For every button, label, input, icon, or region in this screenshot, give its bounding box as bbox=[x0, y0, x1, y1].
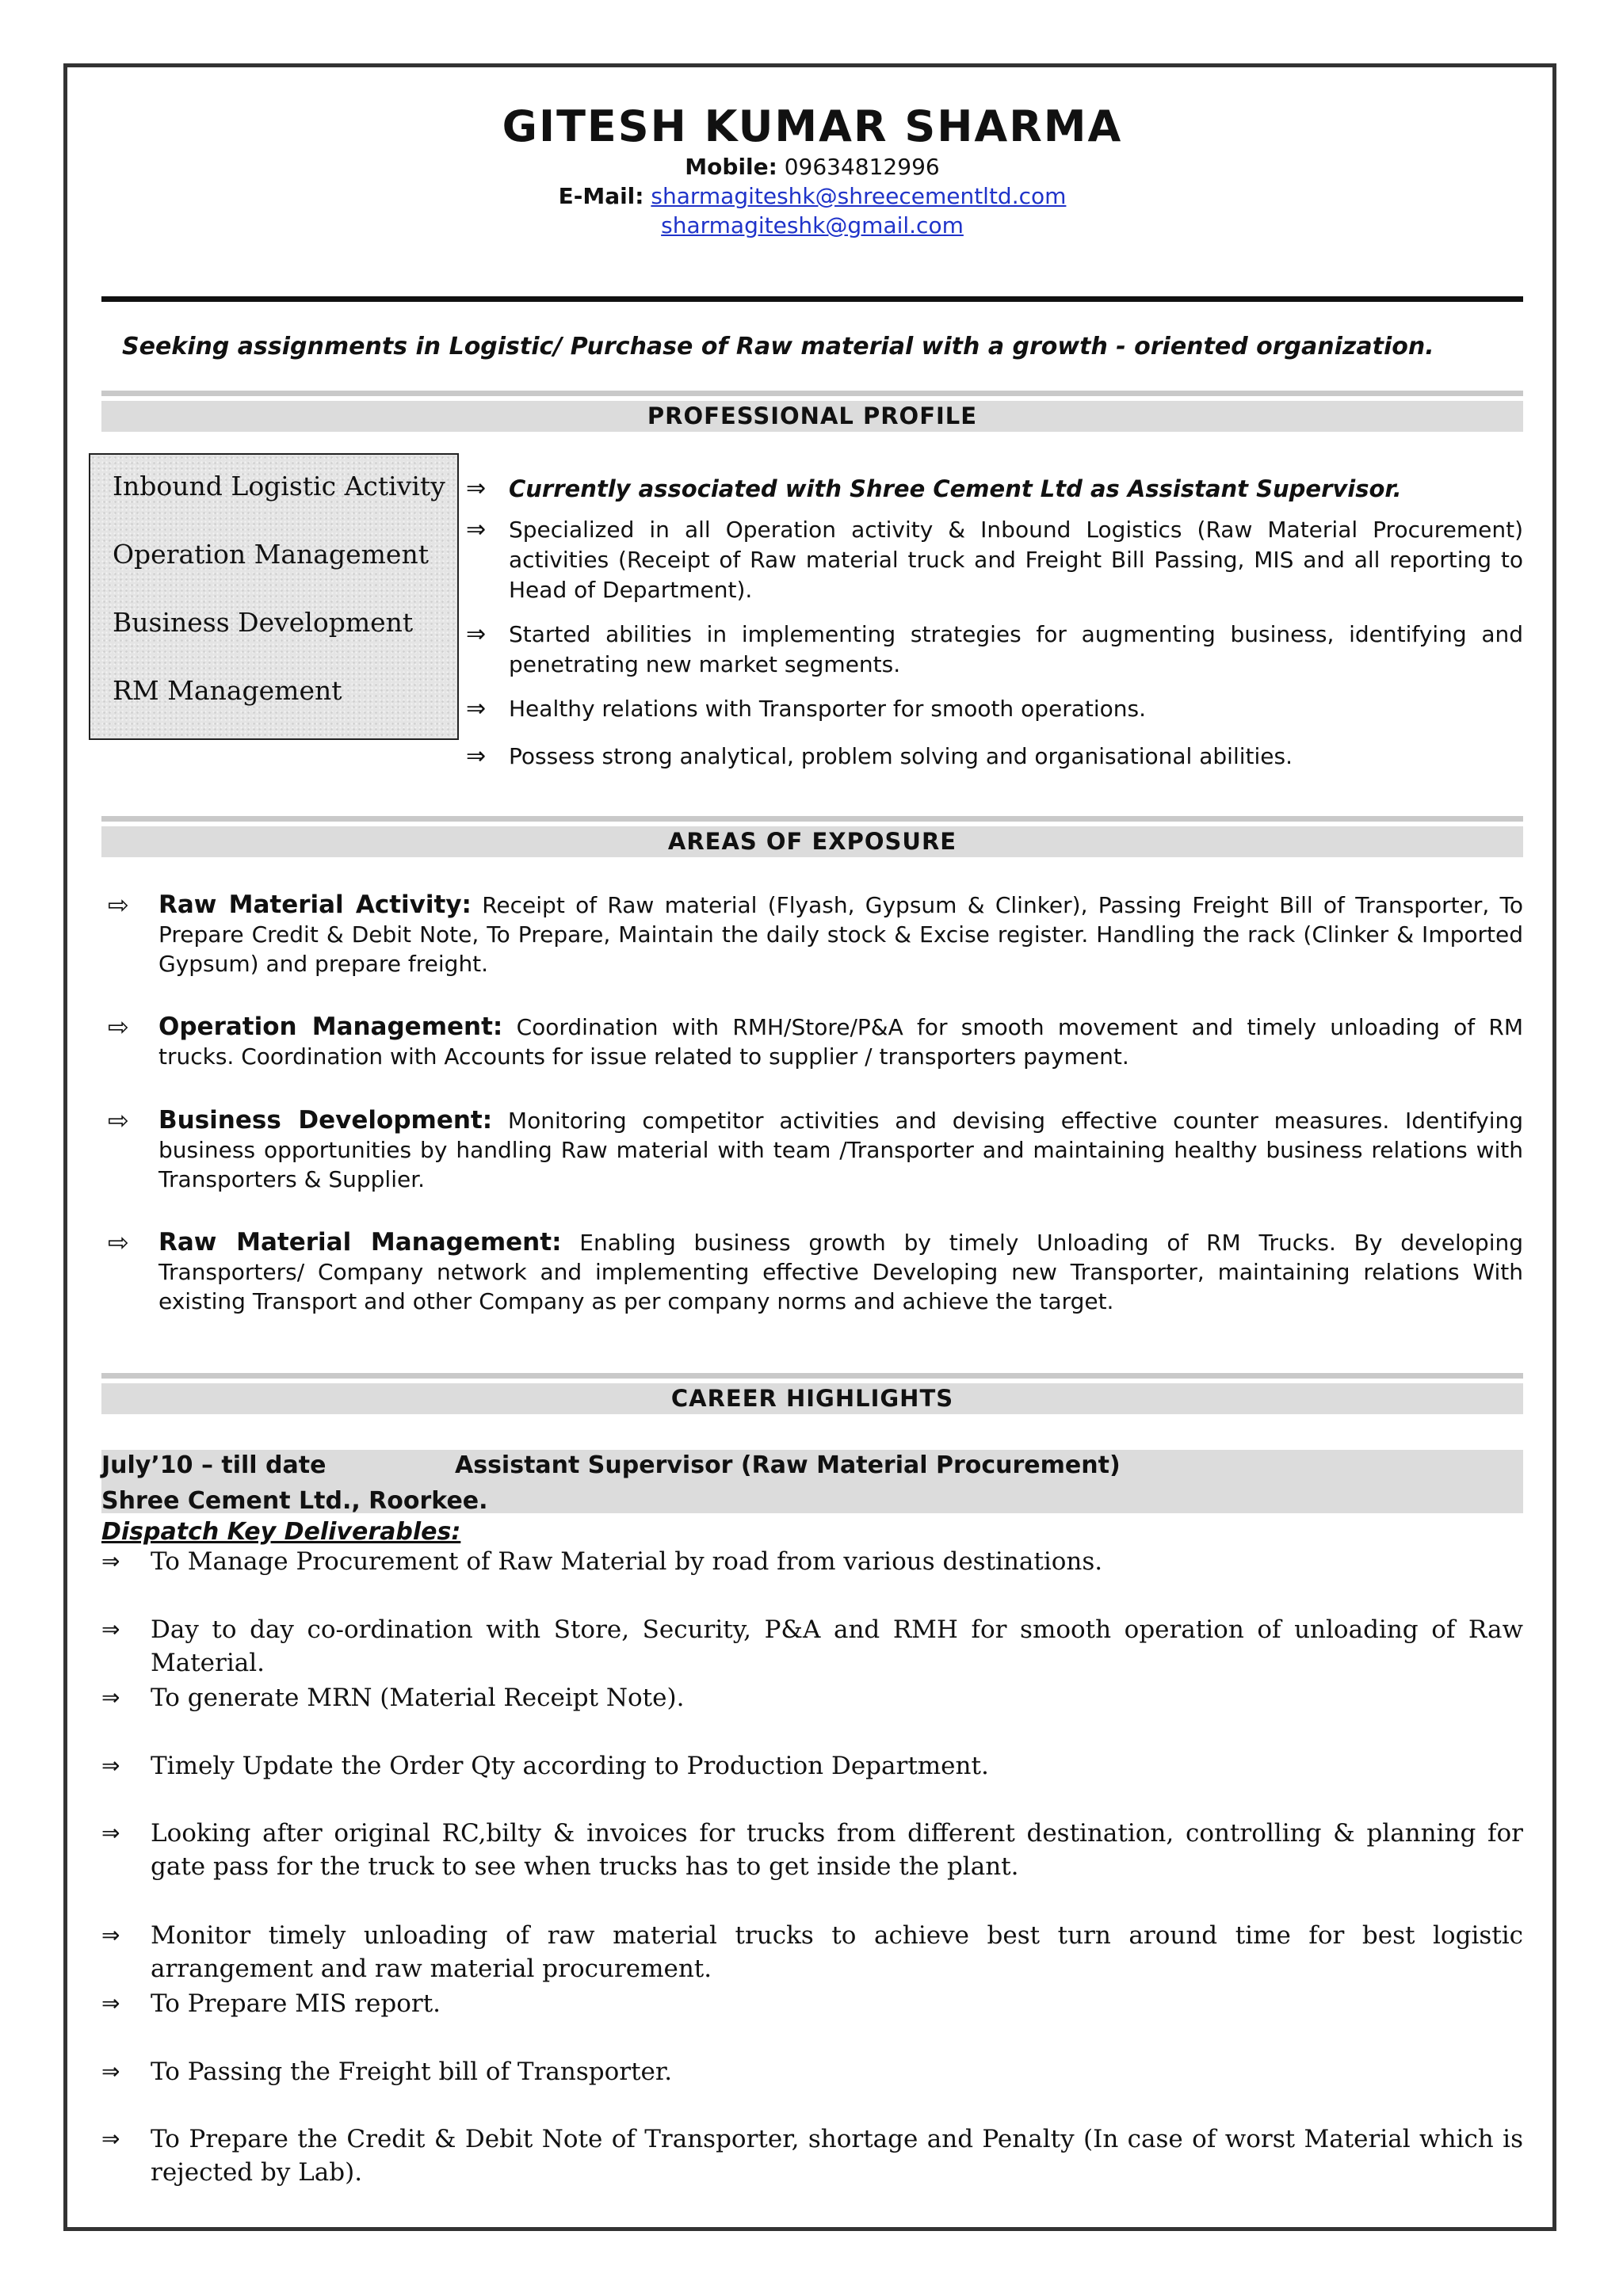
double-arrow-icon: ⇒ bbox=[101, 1990, 120, 2016]
profile-bullet: ⇒ Specialized in all Operation activity & Inbound Logistics (Raw Material Procurement) activities (Receipt of Raw material truck and Freight Bill Passing, MIS and all reporting to Head of Department). bbox=[466, 516, 1523, 603]
exposure-item: ⇨ Raw Material Management: Enabling business growth by timely Unloading of RM Trucks. By developing Transporters/ Company network and implementing effective Developing new Transporter, maintaining relations With existing Transport and other Company as per company norms and achieve the target. bbox=[108, 1227, 1524, 1314]
double-arrow-icon: ⇒ bbox=[466, 620, 487, 648]
role-title: Assistant Supervisor (Raw Material Procurement) bbox=[455, 1451, 1121, 1479]
profile-bullet: ⇒ Possess strong analytical, problem solving and organisational abilities. bbox=[466, 742, 1293, 770]
skill-item: Inbound Logistic Activity bbox=[113, 471, 445, 502]
skill-item: Operation Management bbox=[113, 539, 429, 570]
deliverable-item: ⇒ To Prepare the Credit & Debit Note of Transporter, shortage and Penalty (In case of worst Material which is rejected by Lab). bbox=[101, 2122, 1523, 2189]
deliverable-item: ⇒ Day to day co-ordination with Store, Security, P&A and RMH for smooth operation of unloading of Raw Material. bbox=[101, 1613, 1523, 1680]
deliverable-item: ⇒ Monitor timely unloading of raw material trucks to achieve best turn around time for best logistic arrangement and raw material procurement. bbox=[101, 1919, 1523, 1985]
profile-bullet: ⇒ Currently associated with Shree Cement Ltd as Assistant Supervisor. bbox=[466, 475, 1402, 502]
deliverable-item: ⇒ To Passing the Freight bill of Transporter. bbox=[101, 2055, 1523, 2088]
outline-arrow-icon: ⇨ bbox=[108, 890, 129, 920]
exposure-item: ⇨ Operation Management: Coordination with RMH/Store/P&A for smooth movement and timely unloading of RM trucks. Coordination with Accounts for issue related to supplier / transporters payment. bbox=[108, 1012, 1524, 1070]
skill-item: Business Development bbox=[113, 607, 414, 638]
double-arrow-icon: ⇒ bbox=[101, 2126, 120, 2152]
double-arrow-icon: ⇒ bbox=[101, 1548, 120, 1574]
deliverable-item: ⇒ Looking after original RC,bilty & invoices for trucks from different destination, controlling & planning for gate pass for the truck to see when trucks has to get inside the plant. bbox=[101, 1817, 1523, 1883]
outline-arrow-icon: ⇨ bbox=[108, 1012, 129, 1042]
double-arrow-icon: ⇒ bbox=[466, 742, 487, 770]
deliverable-item: ⇒ To Prepare MIS report. bbox=[101, 1987, 1523, 2020]
email-primary-link[interactable]: sharmagiteshk@shreecementltd.com bbox=[651, 183, 1067, 209]
section-heading: CAREER HIGHLIGHTS bbox=[101, 1383, 1523, 1414]
double-arrow-icon: ⇒ bbox=[101, 1616, 120, 1642]
exposure-item: ⇨ Raw Material Activity: Receipt of Raw material (Flyash, Gypsum & Clinker), Passing Freight Bill of Transporter, To Prepare Credit & Debit Note, To Prepare, Maintain the daily stock & Excise register. Handling the rack (Clinker & Imported Gypsum) and prepare freight. bbox=[108, 890, 1523, 977]
outline-arrow-icon: ⇨ bbox=[108, 1227, 129, 1257]
exposure-item: ⇨ Business Development: Monitoring competitor activities and devising effective counter measures. Identifying business opportunities by handling Raw material with team /Transporter and maintaining healthy business relations with Transporters & Supplier. bbox=[108, 1105, 1524, 1192]
email-secondary-link[interactable]: sharmagiteshk@gmail.com bbox=[661, 212, 964, 238]
section-heading: AREAS OF EXPOSURE bbox=[101, 826, 1523, 857]
deliverable-item: ⇒ To Manage Procurement of Raw Material by road from various destinations. bbox=[101, 1545, 1523, 1578]
profile-bullet: ⇒ Healthy relations with Transporter for smooth operations. bbox=[466, 695, 1147, 723]
role-company: Shree Cement Ltd., Roorkee. bbox=[101, 1487, 488, 1515]
mobile-number: 09634812996 bbox=[784, 154, 940, 180]
double-arrow-icon: ⇒ bbox=[101, 2058, 120, 2084]
role-date: July’10 – till date bbox=[101, 1451, 327, 1479]
candidate-name: GITESH KUMAR SHARMA bbox=[502, 101, 1123, 151]
double-arrow-icon: ⇒ bbox=[466, 475, 487, 502]
header-divider bbox=[101, 296, 1523, 302]
double-arrow-icon: ⇒ bbox=[101, 1753, 120, 1779]
deliverable-item: ⇒ Timely Update the Order Qty according to Production Department. bbox=[101, 1749, 1523, 1783]
deliverable-item: ⇒ To generate MRN (Material Receipt Note). bbox=[101, 1681, 1523, 1714]
email-label: E-Mail: bbox=[558, 183, 644, 209]
section-areas-of-exposure bbox=[101, 816, 1523, 860]
outline-arrow-icon: ⇨ bbox=[108, 1105, 129, 1135]
double-arrow-icon: ⇒ bbox=[466, 516, 487, 543]
section-career-highlights bbox=[101, 1373, 1523, 1417]
resume-content bbox=[101, 101, 1524, 2187]
email-secondary-line bbox=[101, 211, 1523, 240]
career-objective: Seeking assignments in Logistic/ Purchase of Raw material with a growth - oriented organization. bbox=[122, 333, 1434, 360]
mobile-line bbox=[101, 152, 1523, 181]
double-arrow-icon: ⇒ bbox=[101, 1820, 120, 1846]
mobile-label: Mobile: bbox=[685, 154, 777, 180]
section-heading: PROFESSIONAL PROFILE bbox=[101, 401, 1523, 432]
double-arrow-icon: ⇒ bbox=[101, 1922, 120, 1948]
skill-item: RM Management bbox=[113, 675, 342, 706]
key-skills-box bbox=[89, 453, 459, 740]
double-arrow-icon: ⇒ bbox=[466, 695, 487, 723]
deliverables-heading: Dispatch Key Deliverables: bbox=[101, 1518, 461, 1546]
profile-bullet: ⇒ Started abilities in implementing strategies for augmenting business, identifying and penetrating new market segments. bbox=[466, 620, 1523, 677]
email-line bbox=[101, 181, 1523, 211]
double-arrow-icon: ⇒ bbox=[101, 1684, 120, 1711]
section-professional-profile bbox=[101, 391, 1523, 435]
